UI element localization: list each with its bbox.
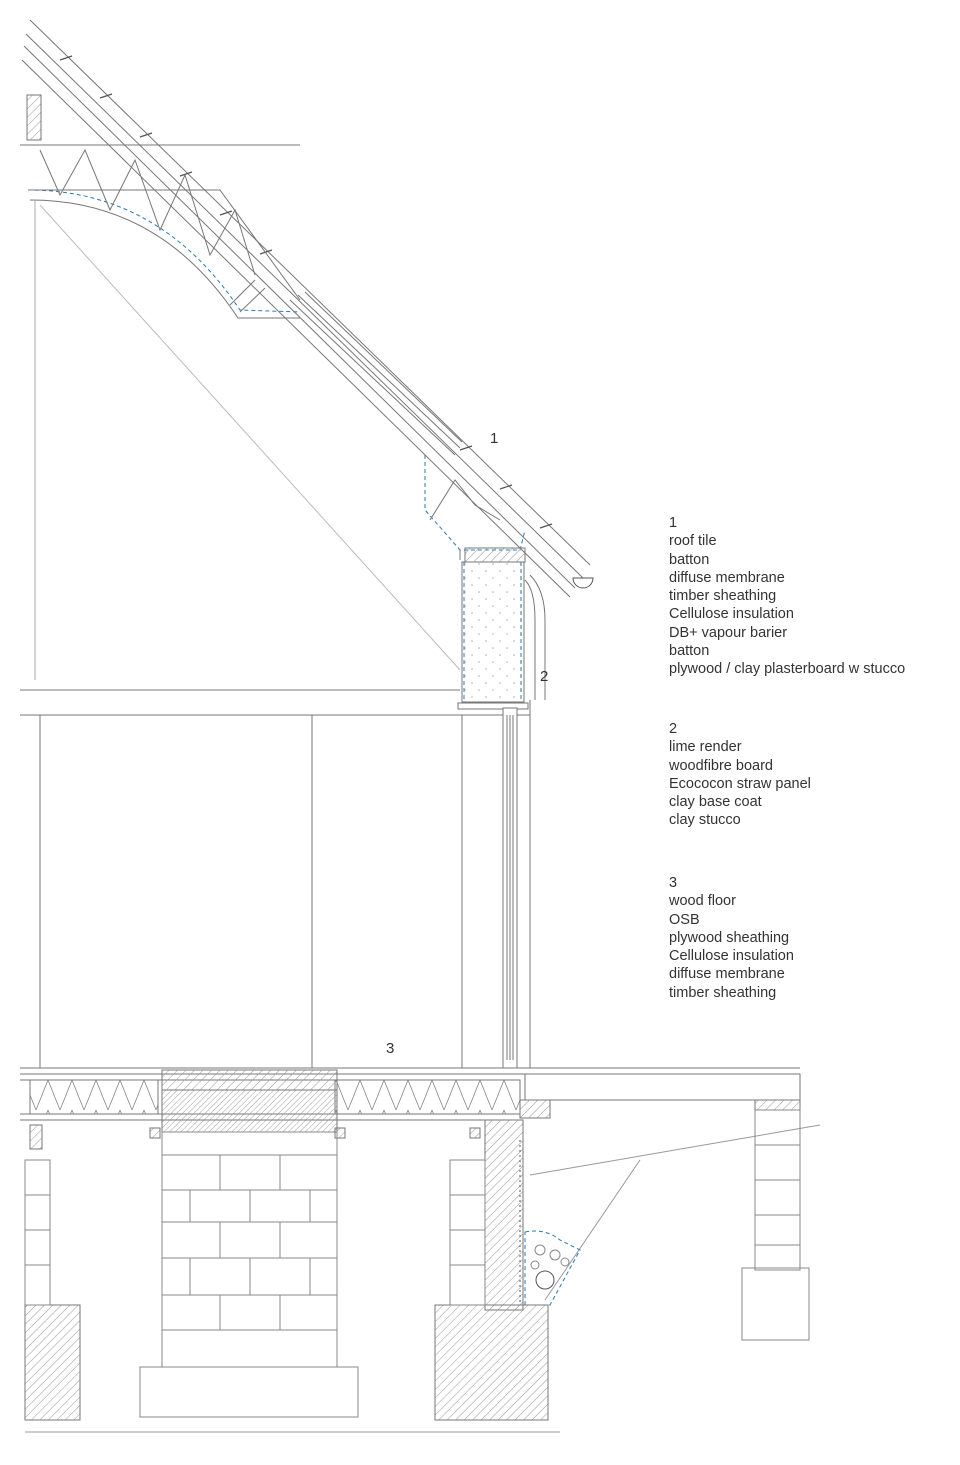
foundation-assembly xyxy=(25,1110,809,1432)
legend-number: 3 xyxy=(669,875,678,891)
legend-item: batton xyxy=(669,551,710,568)
legend-item: wood floor xyxy=(669,893,736,910)
legend-item: DB+ vapour barier xyxy=(669,624,788,641)
legend-item: Cellulose insulation xyxy=(669,948,794,965)
callout-1: 1 xyxy=(490,430,499,447)
legend-item: Ecococon straw panel xyxy=(669,775,811,792)
legend-number: 1 xyxy=(669,515,678,531)
legend-group-1 xyxy=(669,514,905,679)
legend-item: timber sheathing xyxy=(669,984,777,1001)
legend-item: woodfibre board xyxy=(669,757,773,774)
legend-item: roof tile xyxy=(669,533,717,550)
legend-item: diffuse membrane xyxy=(669,569,785,586)
legend-item: clay base coat xyxy=(669,794,762,811)
callout-2: 2 xyxy=(540,668,549,685)
wall-assembly xyxy=(20,562,530,1068)
legend-item: batton xyxy=(669,643,710,660)
legend-item: timber sheathing xyxy=(669,588,777,605)
legend-item: plywood sheathing xyxy=(669,929,790,946)
legend-number: 2 xyxy=(669,721,678,737)
legend-item: clay stucco xyxy=(669,812,741,829)
legend-group-3 xyxy=(669,874,794,1002)
window-frame xyxy=(503,708,517,1068)
legend-group-2 xyxy=(669,720,811,830)
callout-3: 3 xyxy=(386,1040,395,1057)
legend-item: Cellulose insulation xyxy=(669,606,794,623)
floor-assembly xyxy=(20,1068,820,1300)
legend-item: diffuse membrane xyxy=(669,966,785,983)
legend-item: OSB xyxy=(669,911,700,928)
legend-item: plywood / clay plasterboard w stucco xyxy=(669,661,906,678)
legend-item: lime render xyxy=(669,739,742,756)
